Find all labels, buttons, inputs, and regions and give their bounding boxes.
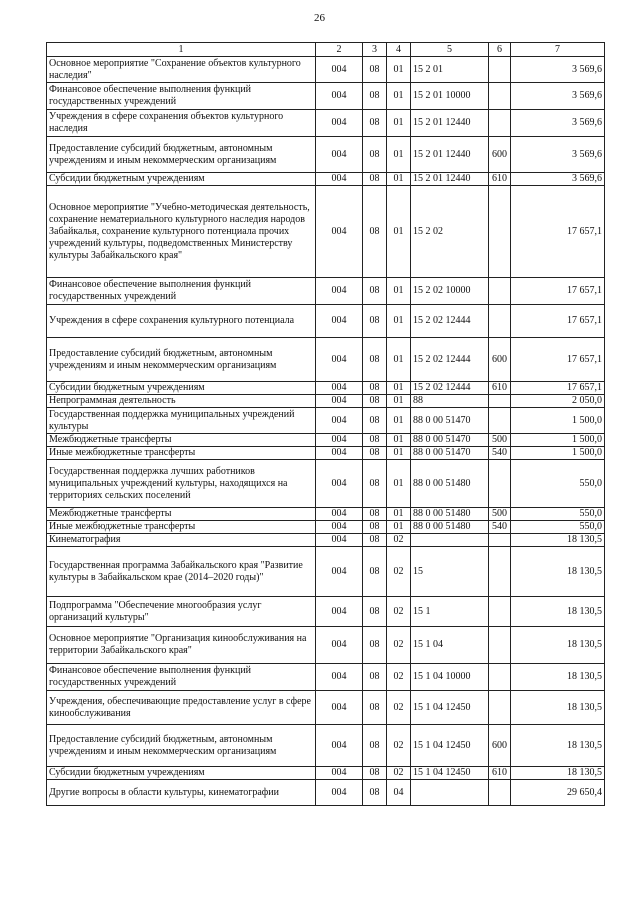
row-amount: 3 569,6 xyxy=(511,110,605,137)
row-code-subsection: 02 xyxy=(387,725,411,767)
row-code-expense-type xyxy=(489,186,511,278)
row-code-expense-type: 500 xyxy=(489,434,511,447)
row-code-section: 08 xyxy=(363,278,387,305)
row-amount: 550,0 xyxy=(511,460,605,508)
row-name: Государственная поддержка лучших работников муниципальных учреждений культуры, находящихся на территориях сельских поселений xyxy=(47,460,316,508)
row-code-section: 08 xyxy=(363,597,387,627)
row-code-expense-type xyxy=(489,627,511,664)
col-header-2: 2 xyxy=(316,43,363,57)
row-code-subsection: 01 xyxy=(387,408,411,434)
row-code-section: 08 xyxy=(363,83,387,110)
row-code-subsection: 02 xyxy=(387,691,411,725)
row-amount: 1 500,0 xyxy=(511,447,605,460)
row-code-ministry: 004 xyxy=(316,460,363,508)
row-code-subsection: 01 xyxy=(387,382,411,395)
row-code-target: 15 2 02 12444 xyxy=(411,338,489,382)
row-code-expense-type: 610 xyxy=(489,173,511,186)
table-row xyxy=(47,110,605,137)
row-code-target: 88 0 00 51470 xyxy=(411,408,489,434)
row-code-expense-type: 600 xyxy=(489,137,511,173)
table-row xyxy=(47,547,605,597)
row-code-section: 08 xyxy=(363,338,387,382)
row-code-ministry: 004 xyxy=(316,434,363,447)
row-code-subsection: 01 xyxy=(387,137,411,173)
row-amount: 17 657,1 xyxy=(511,382,605,395)
row-code-target: 88 xyxy=(411,395,489,408)
col-header-3: 3 xyxy=(363,43,387,57)
row-name: Иные межбюджетные трансферты xyxy=(47,521,316,534)
row-code-ministry: 004 xyxy=(316,534,363,547)
row-code-section: 08 xyxy=(363,460,387,508)
row-code-ministry: 004 xyxy=(316,305,363,338)
row-code-expense-type: 540 xyxy=(489,447,511,460)
row-code-subsection: 01 xyxy=(387,110,411,137)
row-code-ministry: 004 xyxy=(316,110,363,137)
row-amount: 1 500,0 xyxy=(511,434,605,447)
row-code-subsection: 02 xyxy=(387,767,411,780)
row-code-ministry: 004 xyxy=(316,278,363,305)
row-code-subsection: 01 xyxy=(387,395,411,408)
row-code-target: 15 1 04 10000 xyxy=(411,664,489,691)
row-name: Основное мероприятие "Организация кинообслуживания на территории Забайкальского края" xyxy=(47,627,316,664)
row-code-expense-type: 610 xyxy=(489,767,511,780)
row-name: Субсидии бюджетным учреждениям xyxy=(47,382,316,395)
row-name: Основное мероприятие "Учебно-методическая деятельность, сохранение нематериального культурного наследия народов Забайкалья, сохранение культурного потенциала прочих учреждений культуры, подведомственных Министерству культуры Забайкальского края" xyxy=(47,186,316,278)
table-row xyxy=(47,508,605,521)
row-code-subsection: 04 xyxy=(387,780,411,806)
row-code-expense-type xyxy=(489,110,511,137)
row-code-expense-type xyxy=(489,460,511,508)
row-name: Учреждения в сфере сохранения объектов культурного наследия xyxy=(47,110,316,137)
row-code-expense-type: 610 xyxy=(489,382,511,395)
row-code-section: 08 xyxy=(363,547,387,597)
row-code-subsection: 01 xyxy=(387,305,411,338)
row-amount: 3 569,6 xyxy=(511,83,605,110)
table-row xyxy=(47,338,605,382)
row-code-section: 08 xyxy=(363,767,387,780)
table-row xyxy=(47,434,605,447)
header-row xyxy=(47,43,605,57)
row-code-expense-type xyxy=(489,534,511,547)
row-code-ministry: 004 xyxy=(316,137,363,173)
row-amount: 17 657,1 xyxy=(511,338,605,382)
row-code-ministry: 004 xyxy=(316,547,363,597)
row-code-ministry: 004 xyxy=(316,521,363,534)
table-row xyxy=(47,137,605,173)
row-name: Государственная поддержка муниципальных учреждений культуры xyxy=(47,408,316,434)
row-code-section: 08 xyxy=(363,173,387,186)
row-name: Финансовое обеспечение выполнения функций государственных учреждений xyxy=(47,664,316,691)
row-amount: 3 569,6 xyxy=(511,173,605,186)
col-header-6: 6 xyxy=(489,43,511,57)
row-code-expense-type xyxy=(489,83,511,110)
table-row xyxy=(47,691,605,725)
row-name: Предоставление субсидий бюджетным, автономным учреждениям и иным некоммерческим организациям xyxy=(47,725,316,767)
col-header-7: 7 xyxy=(511,43,605,57)
row-name: Государственная программа Забайкальского края "Развитие культуры в Забайкальском крае (2014–2020 годы)" xyxy=(47,547,316,597)
row-code-expense-type xyxy=(489,691,511,725)
row-name: Непрограммная деятельность xyxy=(47,395,316,408)
budget-table xyxy=(46,42,605,806)
row-code-ministry: 004 xyxy=(316,57,363,83)
row-code-target: 88 0 00 51480 xyxy=(411,508,489,521)
row-code-ministry: 004 xyxy=(316,395,363,408)
row-code-section: 08 xyxy=(363,534,387,547)
row-amount: 3 569,6 xyxy=(511,137,605,173)
row-code-section: 08 xyxy=(363,780,387,806)
row-amount: 18 130,5 xyxy=(511,767,605,780)
row-code-expense-type xyxy=(489,780,511,806)
table-row xyxy=(47,780,605,806)
col-header-1: 1 xyxy=(47,43,316,57)
row-code-section: 08 xyxy=(363,137,387,173)
table-row xyxy=(47,521,605,534)
row-name: Учреждения, обеспечивающие предоставление услуг в сфере кинообслуживания xyxy=(47,691,316,725)
row-code-target xyxy=(411,780,489,806)
row-code-section: 08 xyxy=(363,508,387,521)
table-row xyxy=(47,408,605,434)
page-number: 26 xyxy=(314,12,325,24)
row-code-subsection: 01 xyxy=(387,57,411,83)
row-name: Иные межбюджетные трансферты xyxy=(47,447,316,460)
table-row xyxy=(47,278,605,305)
row-code-section: 08 xyxy=(363,186,387,278)
row-code-subsection: 01 xyxy=(387,186,411,278)
row-code-subsection: 02 xyxy=(387,547,411,597)
row-name: Финансовое обеспечение выполнения функций государственных учреждений xyxy=(47,83,316,110)
row-code-expense-type: 500 xyxy=(489,508,511,521)
row-code-ministry: 004 xyxy=(316,173,363,186)
table-row xyxy=(47,627,605,664)
row-code-expense-type xyxy=(489,408,511,434)
table-row xyxy=(47,83,605,110)
row-code-expense-type: 540 xyxy=(489,521,511,534)
row-name: Кинематография xyxy=(47,534,316,547)
row-code-section: 08 xyxy=(363,408,387,434)
row-code-target: 88 0 00 51480 xyxy=(411,460,489,508)
row-code-ministry: 004 xyxy=(316,408,363,434)
row-amount: 17 657,1 xyxy=(511,305,605,338)
row-code-subsection: 01 xyxy=(387,508,411,521)
row-amount: 18 130,5 xyxy=(511,534,605,547)
row-name: Основное мероприятие "Сохранение объектов культурного наследия" xyxy=(47,57,316,83)
row-amount: 17 657,1 xyxy=(511,186,605,278)
table-row xyxy=(47,534,605,547)
row-code-target: 88 0 00 51470 xyxy=(411,447,489,460)
row-code-target: 15 2 01 12440 xyxy=(411,137,489,173)
row-code-ministry: 004 xyxy=(316,597,363,627)
row-code-target: 15 2 02 12444 xyxy=(411,382,489,395)
row-code-subsection: 01 xyxy=(387,521,411,534)
row-code-expense-type xyxy=(489,305,511,338)
row-code-subsection: 02 xyxy=(387,627,411,664)
row-code-ministry: 004 xyxy=(316,664,363,691)
row-code-expense-type: 600 xyxy=(489,338,511,382)
row-code-expense-type xyxy=(489,395,511,408)
row-amount: 18 130,5 xyxy=(511,597,605,627)
row-code-target: 88 0 00 51480 xyxy=(411,521,489,534)
row-code-target: 88 0 00 51470 xyxy=(411,434,489,447)
row-code-target: 15 2 01 12440 xyxy=(411,173,489,186)
row-code-ministry: 004 xyxy=(316,382,363,395)
row-code-target: 15 2 02 xyxy=(411,186,489,278)
row-code-target: 15 xyxy=(411,547,489,597)
row-code-target: 15 2 02 12444 xyxy=(411,305,489,338)
row-name: Предоставление субсидий бюджетным, автономным учреждениям и иным некоммерческим организациям xyxy=(47,338,316,382)
row-amount: 18 130,5 xyxy=(511,627,605,664)
row-code-subsection: 02 xyxy=(387,664,411,691)
row-code-section: 08 xyxy=(363,691,387,725)
col-header-4: 4 xyxy=(387,43,411,57)
row-code-target: 15 2 01 12440 xyxy=(411,110,489,137)
row-code-section: 08 xyxy=(363,434,387,447)
row-code-subsection: 01 xyxy=(387,278,411,305)
row-name: Предоставление субсидий бюджетным, автономным учреждениям и иным некоммерческим организациям xyxy=(47,137,316,173)
row-code-subsection: 01 xyxy=(387,460,411,508)
table-row xyxy=(47,395,605,408)
row-code-expense-type xyxy=(489,57,511,83)
table-row xyxy=(47,305,605,338)
row-code-subsection: 01 xyxy=(387,434,411,447)
table-row xyxy=(47,460,605,508)
row-name: Межбюджетные трансферты xyxy=(47,434,316,447)
row-code-section: 08 xyxy=(363,395,387,408)
row-amount: 550,0 xyxy=(511,508,605,521)
row-name: Финансовое обеспечение выполнения функций государственных учреждений xyxy=(47,278,316,305)
row-code-ministry: 004 xyxy=(316,508,363,521)
row-code-target: 15 1 04 xyxy=(411,627,489,664)
row-code-ministry: 004 xyxy=(316,186,363,278)
table-row xyxy=(47,597,605,627)
row-amount: 18 130,5 xyxy=(511,547,605,597)
row-amount: 29 650,4 xyxy=(511,780,605,806)
row-amount: 2 050,0 xyxy=(511,395,605,408)
row-name: Субсидии бюджетным учреждениям xyxy=(47,767,316,780)
row-code-section: 08 xyxy=(363,305,387,338)
row-code-target xyxy=(411,534,489,547)
row-code-target: 15 2 01 xyxy=(411,57,489,83)
row-code-ministry: 004 xyxy=(316,725,363,767)
row-code-target: 15 2 02 10000 xyxy=(411,278,489,305)
row-name: Межбюджетные трансферты xyxy=(47,508,316,521)
row-amount: 18 130,5 xyxy=(511,691,605,725)
table-row xyxy=(47,382,605,395)
row-code-section: 08 xyxy=(363,627,387,664)
table-row xyxy=(47,725,605,767)
row-code-subsection: 01 xyxy=(387,338,411,382)
row-amount: 550,0 xyxy=(511,521,605,534)
row-code-expense-type xyxy=(489,597,511,627)
table-row xyxy=(47,767,605,780)
row-code-section: 08 xyxy=(363,382,387,395)
row-code-ministry: 004 xyxy=(316,338,363,382)
row-code-ministry: 004 xyxy=(316,780,363,806)
table-row xyxy=(47,447,605,460)
row-code-target: 15 1 04 12450 xyxy=(411,767,489,780)
row-code-section: 08 xyxy=(363,521,387,534)
col-header-5: 5 xyxy=(411,43,489,57)
row-code-section: 08 xyxy=(363,57,387,83)
row-amount: 3 569,6 xyxy=(511,57,605,83)
row-amount: 1 500,0 xyxy=(511,408,605,434)
row-code-ministry: 004 xyxy=(316,447,363,460)
row-code-section: 08 xyxy=(363,110,387,137)
table-row xyxy=(47,57,605,83)
row-code-section: 08 xyxy=(363,725,387,767)
row-amount: 17 657,1 xyxy=(511,278,605,305)
row-name: Другие вопросы в области культуры, кинематографии xyxy=(47,780,316,806)
row-code-ministry: 004 xyxy=(316,767,363,780)
row-code-subsection: 01 xyxy=(387,83,411,110)
row-code-target: 15 1 04 12450 xyxy=(411,725,489,767)
row-code-subsection: 02 xyxy=(387,534,411,547)
row-code-target: 15 2 01 10000 xyxy=(411,83,489,110)
row-code-expense-type xyxy=(489,278,511,305)
row-code-subsection: 02 xyxy=(387,597,411,627)
row-code-subsection: 01 xyxy=(387,447,411,460)
table-row xyxy=(47,186,605,278)
row-code-expense-type xyxy=(489,547,511,597)
row-code-section: 08 xyxy=(363,447,387,460)
row-code-section: 08 xyxy=(363,664,387,691)
row-code-ministry: 004 xyxy=(316,627,363,664)
row-name: Учреждения в сфере сохранения культурного потенциала xyxy=(47,305,316,338)
table-row xyxy=(47,664,605,691)
row-amount: 18 130,5 xyxy=(511,664,605,691)
row-code-ministry: 004 xyxy=(316,83,363,110)
row-code-expense-type xyxy=(489,664,511,691)
table-row xyxy=(47,173,605,186)
row-name: Подпрограмма "Обеспечение многообразия услуг организаций культуры" xyxy=(47,597,316,627)
row-code-target: 15 1 xyxy=(411,597,489,627)
row-amount: 18 130,5 xyxy=(511,725,605,767)
row-code-ministry: 004 xyxy=(316,691,363,725)
row-code-subsection: 01 xyxy=(387,173,411,186)
row-code-expense-type: 600 xyxy=(489,725,511,767)
row-name: Субсидии бюджетным учреждениям xyxy=(47,173,316,186)
row-code-target: 15 1 04 12450 xyxy=(411,691,489,725)
